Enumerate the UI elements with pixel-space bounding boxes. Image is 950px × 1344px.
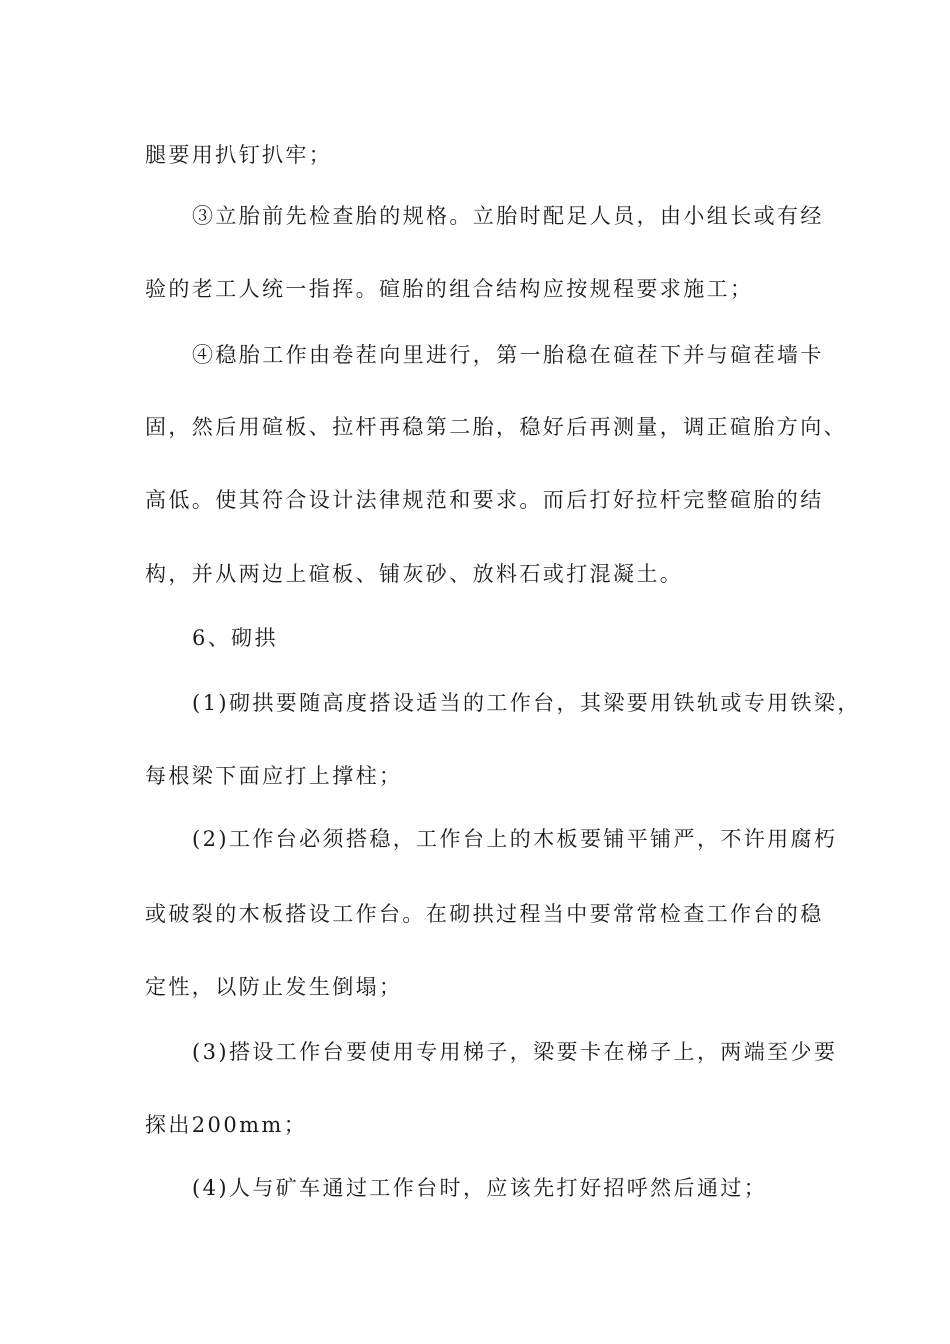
paragraph-line: 每根梁下面应打上撑柱；: [145, 764, 403, 788]
paragraph-line: 或破裂的木板搭设工作台。在砌拱过程当中要常常检查工作台的稳: [145, 902, 824, 926]
paragraph-line: 定性，以防止发生倒塌；: [145, 975, 403, 999]
paragraph-line: ④稳胎工作由卷茬向里进行，第一胎稳在碹茬下并与碹茬墙卡: [192, 343, 824, 367]
paragraph-line: 构，并从两边上碹板、铺灰砂、放料石或打混凝土。: [145, 562, 684, 586]
section-heading: 6、砌拱: [192, 626, 278, 650]
paragraph-line: 高低。使其符合设计法律规范和要求。而后打好拉杆完整碹胎的结: [145, 488, 824, 512]
paragraph-line: (3)搭设工作台要使用专用梯子，梁要卡在梯子上，两端至少要: [192, 1040, 838, 1064]
paragraph-line: (4)人与矿车通过工作台时，应该先打好招呼然后通过；: [192, 1176, 768, 1200]
paragraph-line: (2)工作台必须搭稳，工作台上的木板要铺平铺严，不许用腐朽: [192, 827, 838, 851]
paragraph-line: ③立胎前先检查胎的规格。立胎时配足人员，由小组长或有经: [192, 204, 824, 228]
paragraph-line: 验的老工人统一指挥。碹胎的组合结构应按规程要求施工；: [145, 277, 754, 301]
paragraph-line: (1)砌拱要随高度搭设适当的工作台，其梁要用铁轨或专用铁梁，: [192, 691, 861, 715]
paragraph-line: 探出200mm；: [145, 1113, 308, 1137]
paragraph-line: 固，然后用碹板、拉杆再稳第二胎，稳好后再测量，调正碹胎方向、: [145, 415, 847, 439]
paragraph-line: 腿要用扒钉扒牢；: [145, 143, 333, 167]
